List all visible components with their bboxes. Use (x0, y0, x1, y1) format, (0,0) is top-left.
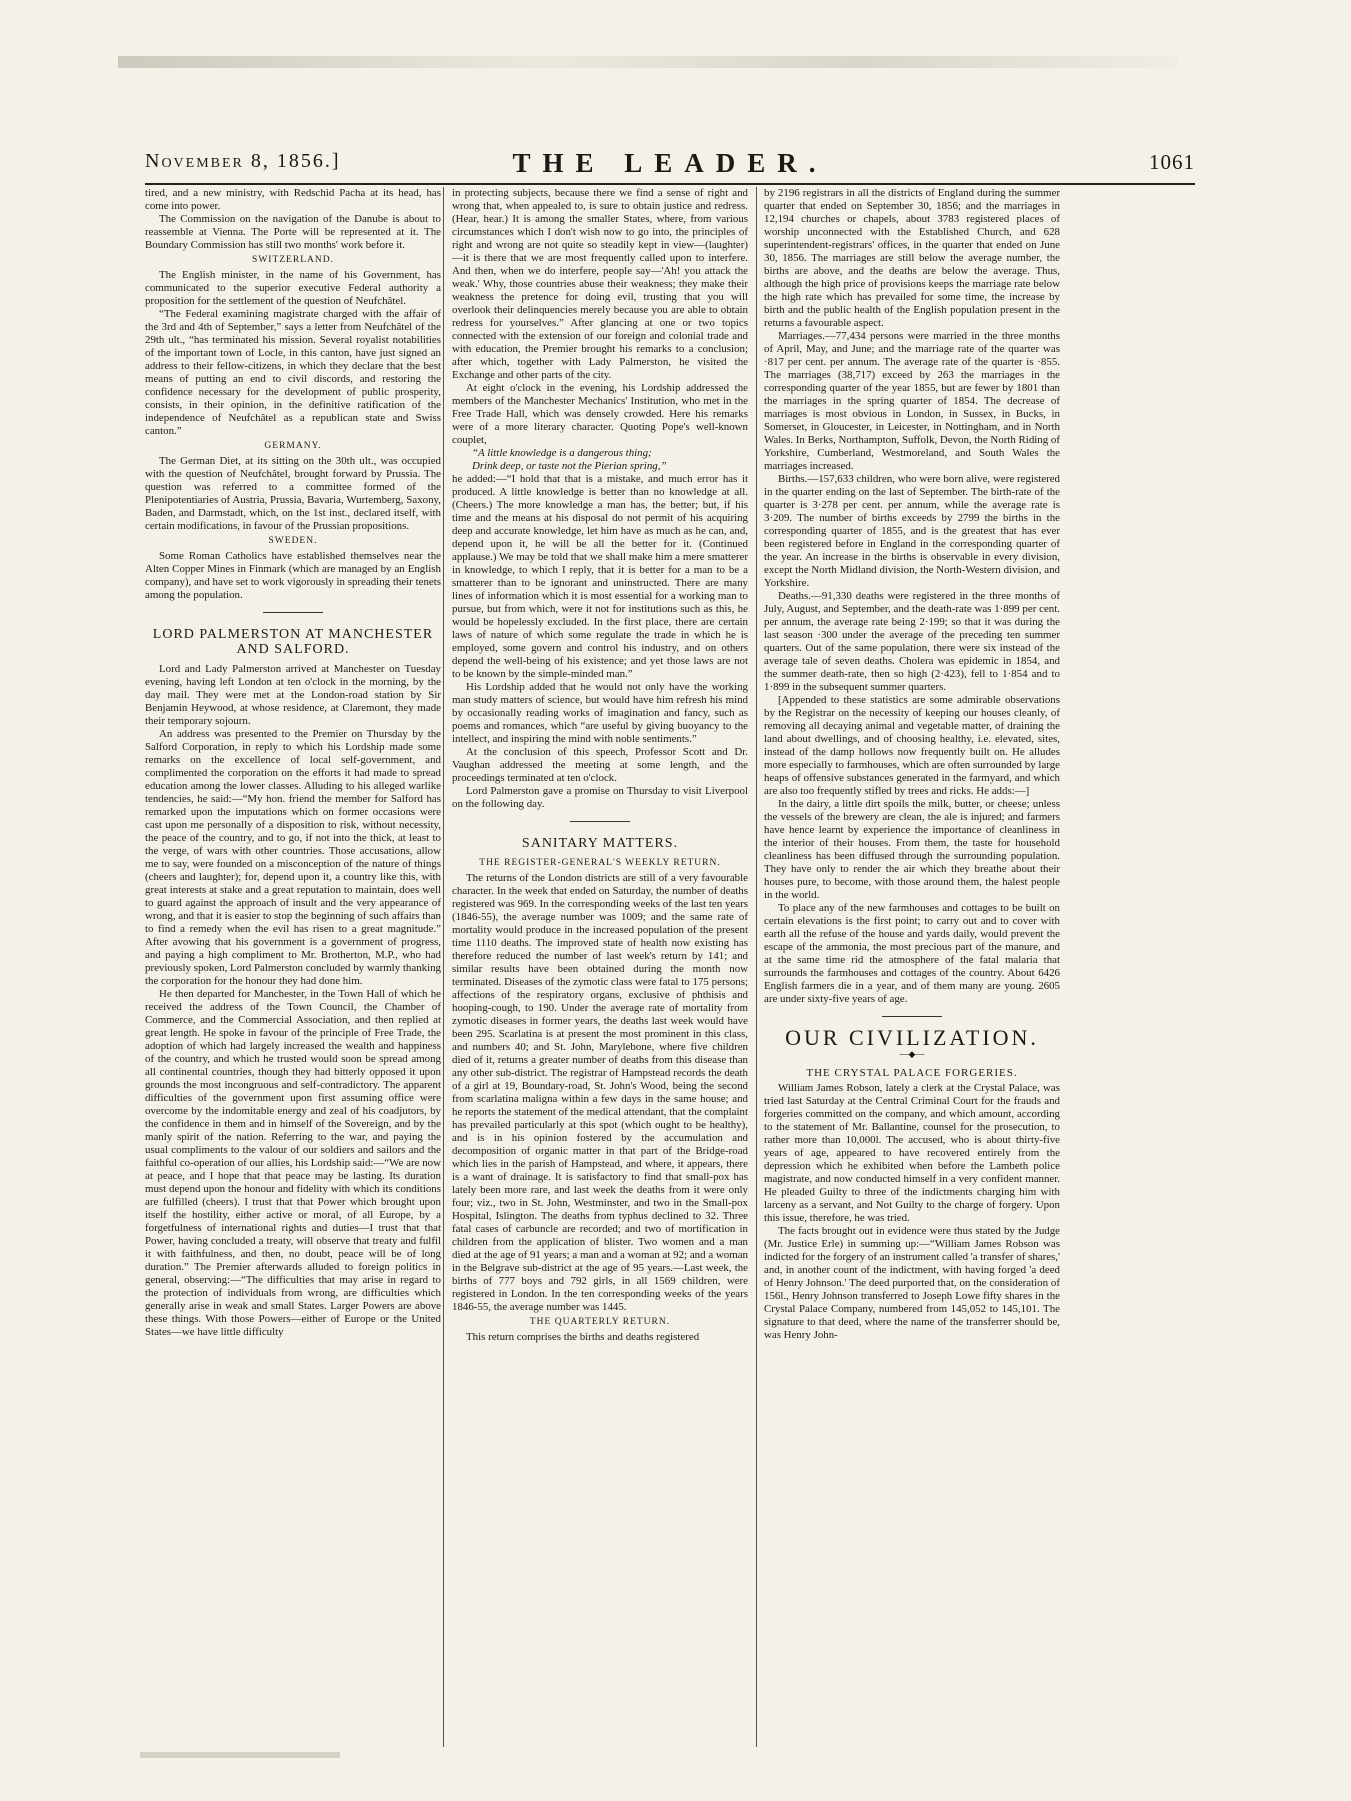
section-subhead: GERMANY. (264, 441, 322, 451)
section-subhead: SWEDEN. (268, 536, 318, 546)
paragraph: Deaths.—91,330 deaths were registered in the three months of July, August, and September, and the death-rate was 1·899 per cent. per annum, the average rate being 2·199; so that it was during the last season ·300 under the average of the preceding ten summer quarters. Out of the same population, there were six instead of the average tale of seven deaths. Cholera was epidemic in 1854, and the summer death-rate, then so high (2·423), fell to 1·854 and to 1·899 in the subsequent summer quarters. (764, 590, 1060, 693)
section-heading: OUR CIVILIZATION. (785, 1025, 1039, 1050)
paragraph: An address was presented to the Premier on Thursday by the Salford Corporation, in reply to which his Lordship made some remarks on the excellence of local self-government, and complimented the corporation on the efforts it had made to spread education among the lower classes. Alluding to his alleged warlike tendencies, he said:—“My hon. friend the member for Salford has remarked upon the imputations which on former occasions were cast upon me personally of a disposition to risk, without necessity, the peace of the country, and to go, if not into the thick, at least to the verge, of wars with other countries. Those accusations, allow me to say, were founded on a misconception of the nature of things (cheers and laughter); for, depend upon it, a country like this, with great interests at stake and a great reputation to maintain, does well to guard against the approach of insult and the very appearance of wrong, and that it is easier to stop the beginning of such affairs than to find a remedy when the evil has risen to a great magnitude.” After avowing that his government is a government of progress, and paying a high compliment to Mr. Brotherton, M.P., who had previously spoken, Lord Palmerston concluded by warmly thanking the corporation for the honour they had done him. (145, 728, 441, 987)
column-rule (443, 187, 444, 1747)
paragraph: His Lordship added that he would not only have the working man study matters of science, but would have him refresh his mind by occasionally reading works of imagination and fancy, such as poems and romances, which “are useful by giving buoyancy to the intellect, and inspiring the mind with noble sentiments.” (452, 681, 748, 745)
page-header (145, 150, 1195, 184)
paragraph: The facts brought out in evidence were thus stated by the Judge (Mr. Justice Erle) in summing up:—“William James Robson was indicted for the forgery of an instrument called 'a transfer of shares,' and, in another count of the indictment, with having forged 'a deed of Henry Johnson.' The deed purported that, on the consideration of 156l., Henry Johnson transferred to Joseph Lowe fifty shares in the Crystal Palace Company, numbered from 145,052 to 145,101. The signature to that deed, where the name of the transferrer should be, was Henry John- (764, 1225, 1060, 1341)
paragraph: He then departed for Manchester, in the Town Hall of which he received the address of the Town Council, the Chamber of Commerce, and the Commercial Association, and then replied at great length. He spoke in favour of the principle of Free Trade, the adoption of which had largely increased the wealth and happiness of the country, and which he trusted would soon be spread among all continental countries, though they had bitterly opposed it upon grounds the most incongruous and self-contradictory. The apparent difficulties of the government upon first assuming office were overcome by the indomitable energy and zeal of his coadjutors, by the confidence in them and in himself of the Sovereign, and by the manly spirit of the nation. Referring to the war, and paying the usual compliments to the valour of our soldiers and sailors and the faithful co-operation of our allies, his Lordship said:—“We are now at peace, and I hope that that peace may be lasting. Its duration must depend upon the honour and fidelity with which its conditions are fulfilled (cheers). I trust that that Power which brought upon itself the hostility, either active or moral, of all Europe, by a forgetfulness of international rights and duties—I trust that that Power, having concluded a treaty, will observe that treaty and fulfil it with faithfulness, and then, no doubt, peace will be of long duration.” The Premier afterwards alluded to foreign politics in general, observing:—“The difficulties that may arise in regard to the protection of individuals from wrong, are difficulties which generally arise in weak and small States. Larger Powers are above these things. With those Powers—either of Europe or the United States—we have little difficulty (145, 988, 441, 1338)
paragraph: Marriages.—77,434 persons were married in the three months of April, May, and June; and the marriage rate of the quarter was ·817 per cent. per annum. The average rate of the quarter is ·855. The marriages (38,717) exceed by 263 the marriages in the corresponding quarter of the year 1855, but are fewer by 1801 than the marriages in the spring quarter of 1854. The decrease of marriages is most obvious in London, in Sussex, in Bucks, in Somerset, in Gloucester, in Leicester, in Nottingham, and in North Wales. In Berks, Northampton, Suffolk, Devon, the North Riding of Yorkshire, Cumberland, Westmoreland, and South Wales the marriages increased. (764, 330, 1060, 472)
header-rule (145, 183, 1195, 185)
column-2 (452, 187, 748, 1344)
newspaper-title: THE LEADER. (512, 148, 828, 178)
section-divider (570, 821, 630, 822)
column-1 (145, 187, 441, 1339)
paragraph: To place any of the new farmhouses and cottages to be built on certain elevations is the first point; to carry out and to cover with earth all the refuse of the house and yards daily, would prevent the escape of the ammonia, the most precious part of the manure, and at the same time rid the atmosphere of the fatal malaria that surrounds the farmhouses and cottages of the country. About 6426 English farmers die in a year, and of them many are young. 2605 are under sixty-five years of age. (764, 902, 1060, 1005)
article-subheading: THE REGISTER-GENERAL'S WEEKLY RETURN. (479, 858, 721, 868)
paragraph: “The Federal examining magistrate charged with the affair of the 3rd and 4th of September,” says a letter from Neufchâtel of the 29th ult., “has terminated his mission. Several royalist notabilities of the important town of Locle, in this canton, have just signed an address to their fellow-citizens, in which they declare that the best means of putting an end to civil discords, and restoring the confidence necessary for the development of public prosperity, consists, in their opinion, in the definitive ratification of the independence of Neufchâtel as a republican state and Swiss canton.” (145, 308, 441, 437)
paragraph: William James Robson, lately a clerk at the Crystal Palace, was tried last Saturday at the Central Criminal Court for the frauds and forgeries committed on the company, and which amount, according to the statement of Mr. Ballantine, counsel for the prosecution, to rather more than 10,000l. The accused, who is about thirty-five years of age, appeared to have recovered entirely from the depression which he exhibited when before the Lambeth police magistrate, and now conducted himself in a very confident manner. He pleaded Guilty to three of the indictments charging him with larceny as a servant, and Not Guilty to the charge of forgery. Upon this issue, therefore, he was tried. (764, 1082, 1060, 1224)
section-subhead: SWITZERLAND. (252, 255, 334, 265)
scan-edge-bottom (140, 1752, 340, 1758)
paragraph: At eight o'clock in the evening, his Lordship addressed the members of the Manchester Mechanics' Institution, who met in the Free Trade Hall, which was densely crowded. Here his remarks were of a more literary character. Quoting Pope's well-known couplet, (452, 382, 748, 446)
page-number: 1061 (1149, 150, 1195, 174)
ornament-icon: —◆— (899, 1049, 925, 1059)
paragraph: in protecting subjects, because there we find a sense of right and wrong that, when appealed to, is sure to obtain justice and redress. (Hear, hear.) It is among the smaller States, where, from various circumstances which I don't wish now to go into, the principles of right and wrong are not quite so steadily kept in view—(laughter)—it is there that we are most frequently called upon to interfere. And then, when we do interfere, people say—'Ah! you attack the weak.' Why, those countries abuse their weakness; they make their weakness the pretence for doing evil, trusting that you will overlook their delinquencies merely because you are able to obtain redress for yourselves.” After glancing at one or two topics connected with the extension of our foreign and colonial trade and with education, the Premier brought his remarks to a conclusion; after which, together with Lady Palmerston, he visited the Exchange and other parts of the city. (452, 187, 748, 381)
section-divider (263, 612, 323, 613)
article-subheading: THE QUARTERLY RETURN. (529, 1317, 671, 1327)
paragraph: This return comprises the births and deaths registered (466, 1331, 700, 1343)
paragraph: Births.—157,633 children, who were born alive, were registered in the quarter ending on the last of September. The birth-rate of the quarter is 3·278 per cent. per annum, while the average rate is 3·209. The number of births exceeds by 2799 the births in the corresponding quarter of 1855, and is the greatest that has ever been registered before in England in the corresponding quarter of the year. An increase in the births is observable in every division, except the North Midland division, the North-Western division, and Yorkshire. (764, 473, 1060, 589)
paragraph: [Appended to these statistics are some admirable observations by the Registrar on the necessity of keeping our houses cleanly, of removing all decaying animal and vegetable matter, of draining the land about dwellings, and of choosing healthy, i.e. elevated, sites, instead of the damp hollows now frequently built on. He alludes more especially to farmhouses, which are often surrounded by large heaps of offensive substances generated in the farmyard, and which are also too frequently stifled by trees and ricks. He adds:—] (764, 694, 1060, 797)
issue-date: November 8, 1856.] (145, 150, 341, 172)
verse-line: “A little knowledge is a dangerous thing; (472, 447, 652, 459)
paragraph: The Commission on the navigation of the Danube is about to reassemble at Vienna. The Porte will be represented at it. The Boundary Commission has still two months' work before it. (145, 213, 441, 251)
paragraph: The returns of the London districts are still of a very favourable character. In the week that ended on Saturday, the number of deaths registered was 969. In the corresponding weeks of the last ten years (1846-55), the average number was 1009; and the same rate of mortality would produce in the increased population of the present time 1110 deaths. The improved state of health now existing has therefore reduced the number of last week's return by 141; and similar results have been obtained during the month now terminated. Diseases of the zymotic class were fatal to 175 persons; affections of the respiratory organs, exclusive of phthisis and hooping-cough, to 190. Under the average rate of mortality from zymotic diseases in former years, the deaths last week would have been 295. Scarlatina is at present the most prominent in this class, and numbers 40; and St. John, Marylebone, where five children died of it, returns a greater number of deaths from this disease than any other sub-district. The registrar of Hampstead records the death of a girl at 19, Boundary-road, St. John's Wood, being the second from scarlatina maligna within a few days in the same house; and he reports the statement of the medical attendant, that the complaint has prevailed particularly at this spot (which ought to be healthy), and is in his opinion fostered by the accumulation and decomposition of organic matter in that part of the Bridge-road which lies in the parish of Hampstead, and where, it appears, there is a want of drainage. It is satisfactory to find that small-pox has lately been more rare, and last week the deaths from it were only four; viz., two in St. John, Westminster, and two in the Small-pox Hospital, Islington. The deaths from typhus declined to 32. Three fatal cases of carbuncle are recorded; and two of mortification in children from the application of blister. Two women and a man died at the age of 91 years; a man and a woman at 92; and a woman in the Belgrave sub-district at the age of 95 years.—Last week, the births of 777 boys and 792 girls, in all 1569 children, were registered in London. In the ten corresponding weeks of the years 1846-55, the average number was 1445. (452, 872, 748, 1313)
scan-edge-top (118, 56, 1178, 68)
paragraph: At the conclusion of this speech, Professor Scott and Dr. Vaughan addressed the meeting at some length, and the proceedings terminated at ten o'clock. (452, 746, 748, 784)
section-divider (882, 1016, 942, 1017)
paragraph: The German Diet, at its sitting on the 30th ult., was occupied with the question of Neufchâtel, brought forward by Prussia. The question was referred to a committee formed of the Plenipotentiaries of Austria, Prussia, Bavaria, Wurtemberg, Saxony, Baden, and Darmstadt, which, on the 1st inst., declared itself, with certain modifications, in favour of the Prussian propositions. (145, 455, 441, 532)
paragraph: he added:—“I hold that that is a mistake, and much error has it produced. A little knowledge is better than no knowledge at all. (Cheers.) The more knowledge a man has, the better; but, if his time and the means at his disposal do not permit of his acquiring deep and accurate knowledge, let him have as much as he can, and, depend upon it, he will be all the better for it. (Continued applause.) We may be told that we shall make him a mere smatterer in knowledge, to which I reply, that it is better for a man to be a smatterer than to be ignorant and uninstructed. There are many lines of information which it is most essential for a working man to pursue, but from which, were it not for institutions such as this, he would be hopelessly excluded. In the first place, there are certain laws of nature of which some regulate the trade in which he is employed, some govern and control his industry, and on others depend the well-being of his existence; and yet those laws are not to be known by the simple-minded man.” (452, 473, 748, 680)
verse-line: Drink deep, or taste not the Pierian spring,” (472, 460, 667, 472)
paragraph: Lord Palmerston gave a promise on Thursday to visit Liverpool on the following day. (452, 785, 748, 810)
paragraph: tired, and a new ministry, with Redschid Pacha at its head, has come into power. (145, 187, 441, 212)
paragraph: In the dairy, a little dirt spoils the milk, butter, or cheese; unless the vessels of the brewery are clean, the ale is injured; and farmers have hence learnt by experience the importance of cleanliness in the interior of their houses. From them, the taste for household cleanliness has been diffused through the surrounding population. They have only to render the air which they breathe about their houses pure, to become, with those around them, the halest people in the world. (764, 798, 1060, 901)
paragraph: Some Roman Catholics have established themselves near the Alten Copper Mines in Finmark (which are managed by an English company), and have set to work vigorously in spreading their tenets among the population. (145, 550, 441, 601)
column-3 (764, 187, 1060, 1342)
paragraph: Lord and Lady Palmerston arrived at Manchester on Tuesday evening, having left London at ten o'clock in the morning, by the day mail. They were met at the London-road station by Sir Benjamin Heywood, at whose residence, at Claremont, they made their temporary sojourn. (145, 663, 441, 727)
paragraph: by 2196 registrars in all the districts of England during the summer quarter that ended on September 30, 1856; and the marriages in 12,194 churches or chapels, about 3783 registered places of worship unconnected with the Established Church, and 628 superintendent-registrars' offices, in the quarter that ended on June 30, 1856. The marriages are still below the average number, the births are above, and the deaths are below the average. Thus, although the high price of provisions keeps the marriage rate below the high rate which has prevailed for some time, the increase by birth and the public health of the English population present in the returns a favourable aspect. (764, 187, 1060, 329)
column-rule (756, 187, 757, 1747)
paragraph: The English minister, in the name of his Government, has communicated to the superior executive Federal authority a proposition for the settlement of the question of Neufchâtel. (145, 269, 441, 307)
article-heading: SANITARY MATTERS. (521, 836, 679, 851)
article-heading: LORD PALMERSTON AT MANCHESTER AND SALFORD. (152, 627, 434, 657)
article-subheading: THE CRYSTAL PALACE FORGERIES. (806, 1067, 1018, 1079)
